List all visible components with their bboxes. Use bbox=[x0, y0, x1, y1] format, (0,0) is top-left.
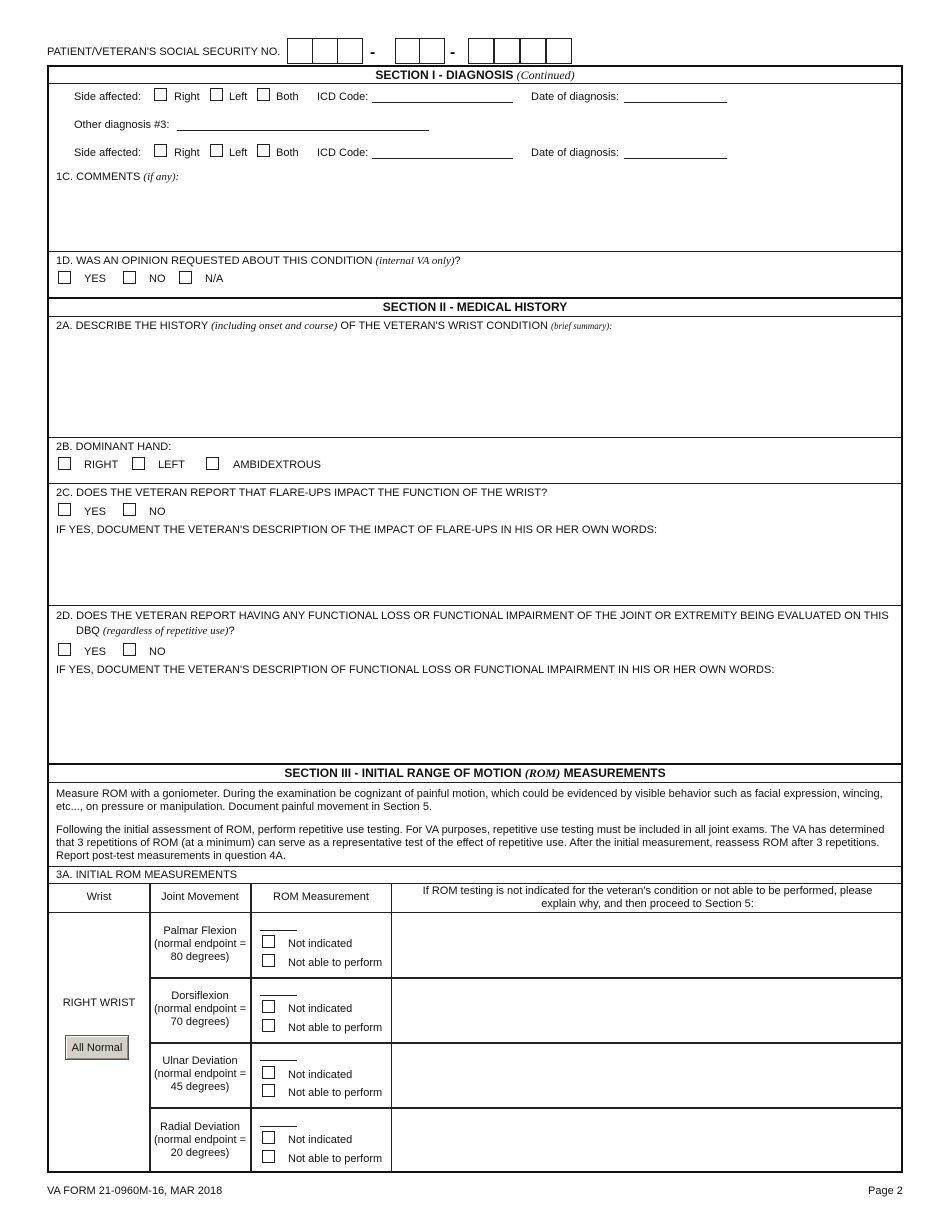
side-right-checkbox[interactable] bbox=[154, 88, 167, 101]
side-both-checkbox[interactable] bbox=[257, 88, 270, 101]
divider bbox=[49, 437, 901, 438]
repetitive-use-instructions: Following the initial assessment of ROM, perform repetitive use testing. For VA purposes, repetitive use testing must be included in all joint exams. The VA has determined that 3 repetitions of ROM (at a minimum) can serve as a representative test of the effect of repetitive use. After the initial measurement, reassess ROM after 3 repetitions. Report post-test measurements in question 4A. bbox=[56, 824, 885, 862]
divider bbox=[49, 83, 901, 84]
side-both-label: Both bbox=[276, 91, 299, 103]
explain-field[interactable] bbox=[395, 1046, 895, 1104]
divider bbox=[49, 763, 901, 765]
ssn-label: PATIENT/VETERAN'S SOCIAL SECURITY NO. bbox=[47, 46, 281, 58]
dominant-right-checkbox[interactable] bbox=[58, 457, 71, 470]
divider bbox=[49, 883, 901, 884]
q2d-yes-checkbox[interactable] bbox=[58, 643, 71, 656]
not-indicated-label: Not indicated bbox=[288, 1134, 353, 1146]
side-left-checkbox[interactable] bbox=[210, 144, 223, 157]
q3a-label: 3A. INITIAL ROM MEASUREMENTS bbox=[56, 869, 238, 881]
side-affected-label: Side affected: bbox=[74, 91, 142, 103]
ssn-digit-5[interactable] bbox=[419, 38, 445, 64]
page-number: Page 2 bbox=[868, 1185, 903, 1197]
ssn-digit-9[interactable] bbox=[546, 38, 572, 64]
joint-movement-cell: Radial Deviation (normal endpoint = 20 degrees) bbox=[153, 1121, 247, 1159]
q1d-yes-label: YES bbox=[84, 273, 107, 285]
icd-code-label: ICD Code: bbox=[317, 91, 369, 103]
side-affected-label: Side affected: bbox=[74, 147, 142, 159]
not-indicated-checkbox[interactable] bbox=[262, 1000, 275, 1013]
not-indicated-checkbox[interactable] bbox=[262, 1131, 275, 1144]
icd-code-field[interactable] bbox=[372, 102, 513, 103]
divider bbox=[49, 912, 901, 913]
q2c-no-label: NO bbox=[149, 506, 166, 518]
date-of-diagnosis-label: Date of diagnosis: bbox=[531, 91, 620, 103]
ssn-digit-2[interactable] bbox=[312, 38, 338, 64]
q2d-document-label: IF YES, DOCUMENT THE VETERAN'S DESCRIPTION OF FUNCTIONAL LOSS OR FUNCTIONAL IMPAIRMENT IN HIS OR HER OWN WORDS: bbox=[56, 664, 775, 676]
rom-measurement-field[interactable] bbox=[260, 1060, 297, 1061]
date-of-diagnosis-field[interactable] bbox=[624, 102, 727, 103]
form-number: VA FORM 21-0960M-16, MAR 2018 bbox=[47, 1185, 223, 1197]
dominant-right-label: RIGHT bbox=[84, 459, 119, 471]
dominant-ambidextrous-checkbox[interactable] bbox=[206, 457, 219, 470]
q2b-label: 2B. DOMINANT HAND: bbox=[56, 441, 172, 453]
side-both-checkbox[interactable] bbox=[257, 144, 270, 157]
not-able-label: Not able to perform bbox=[288, 957, 383, 969]
date-of-diagnosis-label: Date of diagnosis: bbox=[531, 147, 620, 159]
q2a-label: 2A. DESCRIBE THE HISTORY (including onset and course) OF THE VETERAN'S WRIST CONDITION (brief summary): bbox=[56, 320, 613, 332]
divider bbox=[49, 483, 901, 484]
divider bbox=[49, 866, 901, 867]
rom-measurement-field[interactable] bbox=[260, 995, 297, 996]
history-textarea[interactable] bbox=[56, 336, 891, 434]
side-right-label: Right bbox=[174, 147, 200, 159]
not-able-label: Not able to perform bbox=[288, 1022, 383, 1034]
divider bbox=[150, 1042, 903, 1044]
q1d-label: 1D. WAS AN OPINION REQUESTED ABOUT THIS CONDITION (internal VA only)? bbox=[56, 255, 461, 267]
icd-code-field[interactable] bbox=[372, 158, 513, 159]
not-able-checkbox[interactable] bbox=[262, 1150, 275, 1163]
rom-measurement-field[interactable] bbox=[260, 930, 297, 931]
col-joint-movement-header: Joint Movement bbox=[161, 891, 239, 903]
ssn-digit-8[interactable] bbox=[520, 38, 546, 64]
divider bbox=[150, 1107, 903, 1109]
col-explain-header: If ROM testing is not indicated for the veteran's condition or not able to be performed, please explain why, and then proceed to Section 5: bbox=[422, 885, 873, 910]
q1d-no-label: NO bbox=[149, 273, 166, 285]
explain-field[interactable] bbox=[395, 1111, 895, 1169]
q1d-na-label: N/A bbox=[205, 273, 224, 285]
not-indicated-label: Not indicated bbox=[288, 1003, 353, 1015]
dominant-left-label: LEFT bbox=[158, 459, 185, 471]
q2c-no-checkbox[interactable] bbox=[123, 503, 136, 516]
ssn-digit-1[interactable] bbox=[287, 38, 313, 64]
comments-label: 1C. COMMENTS (if any): bbox=[56, 171, 180, 183]
not-indicated-checkbox[interactable] bbox=[262, 935, 275, 948]
side-both-label: Both bbox=[276, 147, 299, 159]
section-3-title: SECTION III - INITIAL RANGE OF MOTION (ROM) MEASUREMENTS bbox=[284, 766, 666, 780]
side-left-label: Left bbox=[229, 147, 248, 159]
explain-field[interactable] bbox=[395, 981, 895, 1039]
q2c-label: 2C. DOES THE VETERAN REPORT THAT FLARE-UPS IMPACT THE FUNCTION OF THE WRIST? bbox=[56, 487, 548, 499]
dominant-ambidextrous-label: AMBIDEXTROUS bbox=[233, 459, 322, 471]
q1d-no-checkbox[interactable] bbox=[123, 271, 136, 284]
divider bbox=[150, 977, 903, 979]
section-2-title: SECTION II - MEDICAL HISTORY bbox=[382, 300, 568, 314]
divider bbox=[49, 297, 901, 299]
q2d-label-cont: DBQ (regardless of repetitive use)? bbox=[76, 625, 235, 637]
not-able-label: Not able to perform bbox=[288, 1153, 383, 1165]
table-col-divider bbox=[391, 883, 392, 1172]
other-diagnosis-label: Other diagnosis #3: bbox=[74, 119, 170, 131]
q2d-yes-label: YES bbox=[84, 646, 107, 658]
other-diagnosis-field[interactable] bbox=[177, 130, 429, 131]
rom-measurement-field[interactable] bbox=[260, 1126, 297, 1127]
q2c-yes-checkbox[interactable] bbox=[58, 503, 71, 516]
joint-movement-cell: Palmar Flexion (normal endpoint = 80 degrees) bbox=[153, 925, 247, 963]
rom-instructions: Measure ROM with a goniometer. During the examination be cognizant of painful motion, which could be evidenced by visible behavior such as facial expression, wincing, etc..., on pressure or manipulation. Document painful movement in Section 5. bbox=[56, 788, 883, 813]
dominant-left-checkbox[interactable] bbox=[132, 457, 145, 470]
table-col-divider bbox=[149, 883, 151, 1172]
comments-textarea[interactable] bbox=[56, 186, 891, 248]
not-able-checkbox[interactable] bbox=[262, 1019, 275, 1032]
table-col-divider bbox=[250, 883, 252, 1172]
q1d-na-checkbox[interactable] bbox=[179, 271, 192, 284]
flareups-textarea[interactable] bbox=[56, 540, 891, 602]
not-able-checkbox[interactable] bbox=[262, 954, 275, 967]
not-able-label: Not able to perform bbox=[288, 1087, 383, 1099]
q2d-no-label: NO bbox=[149, 646, 166, 658]
side-left-checkbox[interactable] bbox=[210, 88, 223, 101]
section-1-title: SECTION I - DIAGNOSIS (Continued) bbox=[375, 68, 575, 82]
col-wrist-header: Wrist bbox=[86, 891, 112, 903]
q2c-yes-label: YES bbox=[84, 506, 107, 518]
ssn-digit-7[interactable] bbox=[494, 38, 520, 64]
functional-loss-textarea[interactable] bbox=[56, 680, 891, 760]
ssn-dash-2: - bbox=[450, 44, 456, 61]
ssn-dash-1: - bbox=[370, 44, 376, 61]
q1d-yes-checkbox[interactable] bbox=[58, 271, 71, 284]
divider bbox=[49, 782, 901, 783]
date-of-diagnosis-field[interactable] bbox=[624, 158, 727, 159]
divider bbox=[49, 251, 901, 252]
ssn-digit-4[interactable] bbox=[395, 38, 421, 64]
divider bbox=[49, 316, 901, 317]
joint-movement-cell: Ulnar Deviation (normal endpoint = 45 degrees) bbox=[153, 1055, 247, 1093]
explain-field[interactable] bbox=[395, 916, 895, 974]
joint-movement-cell: Dorsiflexion (normal endpoint = 70 degrees) bbox=[153, 990, 247, 1028]
side-right-checkbox[interactable] bbox=[154, 144, 167, 157]
q2d-no-checkbox[interactable] bbox=[123, 643, 136, 656]
not-indicated-checkbox[interactable] bbox=[262, 1066, 275, 1079]
right-wrist-label: RIGHT WRIST bbox=[62, 997, 136, 1009]
all-normal-button[interactable]: All Normal bbox=[65, 1035, 129, 1060]
q2c-document-label: IF YES, DOCUMENT THE VETERAN'S DESCRIPTION OF THE IMPACT OF FLARE-UPS IN HIS OR HER OWN WORDS: bbox=[56, 524, 658, 536]
divider bbox=[49, 605, 901, 606]
icd-code-label: ICD Code: bbox=[317, 147, 369, 159]
ssn-digit-3[interactable] bbox=[337, 38, 363, 64]
col-rom-measurement-header: ROM Measurement bbox=[273, 891, 369, 903]
not-indicated-label: Not indicated bbox=[288, 938, 353, 950]
not-able-checkbox[interactable] bbox=[262, 1084, 275, 1097]
side-left-label: Left bbox=[229, 91, 248, 103]
ssn-digit-6[interactable] bbox=[468, 38, 494, 64]
not-indicated-label: Not indicated bbox=[288, 1069, 353, 1081]
side-right-label: Right bbox=[174, 91, 200, 103]
q2d-label: 2D. DOES THE VETERAN REPORT HAVING ANY FUNCTIONAL LOSS OR FUNCTIONAL IMPAIRMENT OF THE JOINT OR EXTREMITY BEING EVALUATED ON THIS bbox=[56, 610, 889, 622]
